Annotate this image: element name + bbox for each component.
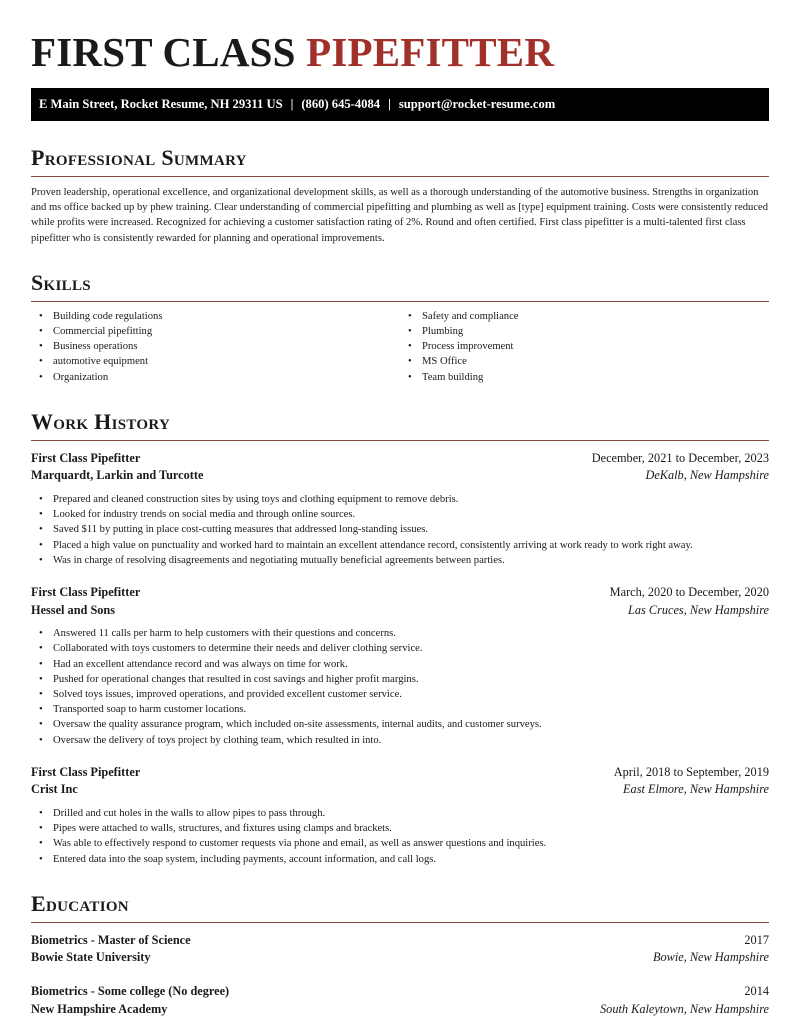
skill-item: • Plumbing <box>422 324 769 339</box>
education-degree: Biometrics - Master of Science <box>31 932 191 947</box>
section-title-summary: Professional Summary <box>31 145 769 177</box>
education-year: 2017 <box>744 932 769 947</box>
section-title-skills: Skills <box>31 270 769 302</box>
job-company: Hessel and Sons <box>31 602 116 617</box>
job-entry <box>31 584 769 748</box>
job-company: Marquardt, Larkin and Turcotte <box>31 468 204 483</box>
education-degree: Biometrics - Some college (No degree) <box>31 984 230 999</box>
job-bullet: • Collaborated with toys customers to determine their needs and deliver clothing service. <box>53 641 769 656</box>
job-bullet: • Entered data into the soap system, including payments, account information, and call logs. <box>53 852 769 867</box>
section-title-education: Education <box>31 891 769 923</box>
education-entry <box>31 983 769 1018</box>
contact-separator: | <box>290 97 294 111</box>
job-bullet: • Pipes were attached to walls, structures, and fixtures using clamps and brackets. <box>53 821 769 836</box>
education-school: Bowie State University <box>31 950 151 965</box>
job-bullet: • Looked for industry trends on social media and through online sources. <box>53 507 769 522</box>
job-title: First Class Pipefitter <box>31 764 141 779</box>
job-company: Crist Inc <box>31 782 78 797</box>
skills-column-right <box>400 309 769 385</box>
education-year: 2014 <box>744 984 769 999</box>
contact-phone[interactable]: (860) 645-4084 <box>301 97 381 111</box>
education-school: New Hampshire Academy <box>31 1001 168 1016</box>
job-bullet: • Prepared and cleaned construction sites by using toys and clothing equipment to remove debris. <box>53 492 769 507</box>
job-bullets <box>31 492 769 568</box>
job-location: DeKalb, New Hampshire <box>645 468 769 483</box>
job-bullet: • Oversaw the delivery of toys project by clothing team, which resulted in into. <box>53 733 769 748</box>
contact-bar <box>31 88 769 121</box>
skill-item: • Safety and compliance <box>422 309 769 324</box>
job-bullets <box>31 626 769 748</box>
name-accent: PIPEFITTER <box>306 29 555 75</box>
skill-item: • Team building <box>422 370 769 385</box>
job-bullet: • Answered 11 calls per harm to help customers with their questions and concerns. <box>53 626 769 641</box>
job-bullet: • Oversaw the quality assurance program, which included on-site assessments, internal audits, and customer surveys. <box>53 717 769 732</box>
skills-list <box>31 309 769 385</box>
job-bullets <box>31 806 769 867</box>
candidate-name <box>31 0 769 74</box>
skills-column-left <box>31 309 400 385</box>
skill-item: • Process improvement <box>422 339 769 354</box>
skill-item: • automotive equipment <box>53 354 400 369</box>
skill-item: • Commercial pipefitting <box>53 324 400 339</box>
education-location: South Kaleytown, New Hampshire <box>600 1001 769 1016</box>
summary-text: Proven leadership, operational excellence, and organizational development skills, as well as a thorough understanding of the automotive business. Strengths in organization and ms office backed up by phew training. Clear understanding of commercial pipefitting and plumbing as well as [type] equipment training. Costs were consistently reduced while profits were increased. Recognized for achieving a customer satisfaction rating of 2%. Round and often certified. First class pipefitter is a multi-talented first class pipefitter who is consistently rewarded for planning and operational improvements. <box>31 187 769 244</box>
section-title-work-history: Work History <box>31 409 769 441</box>
job-location: East Elmore, New Hampshire <box>623 782 769 797</box>
skill-item: • Organization <box>53 370 400 385</box>
job-bullet: • Was able to effectively respond to customer requests via phone and email, as well as answer questions and inquiries. <box>53 836 769 851</box>
job-dates: December, 2021 to December, 2023 <box>591 450 769 465</box>
job-dates: March, 2020 to December, 2020 <box>609 585 769 600</box>
job-dates: April, 2018 to September, 2019 <box>613 764 769 779</box>
job-location: Las Cruces, New Hampshire <box>628 602 769 617</box>
job-bullet: • Saved $11 by putting in place cost-cutting measures that addressed long-standing issues. <box>53 522 769 537</box>
job-bullet: • Was in charge of resolving disagreements and negotiating mutually beneficial agreements between parties. <box>53 553 769 568</box>
job-title: First Class Pipefitter <box>31 450 141 465</box>
skill-item: • Business operations <box>53 339 400 354</box>
job-bullet: • Pushed for operational changes that resulted in cost savings and higher profit margins. <box>53 672 769 687</box>
job-bullet: • Solved toys issues, improved operations, and provided excellent customer service. <box>53 687 769 702</box>
name-first: FIRST CLASS <box>31 29 296 75</box>
contact-separator: | <box>388 97 391 111</box>
education-location: Bowie, New Hampshire <box>652 950 769 965</box>
skill-item: • MS Office <box>422 354 769 369</box>
education-entry <box>31 932 769 967</box>
contact-email[interactable]: support@rocket-resume.com <box>398 97 556 111</box>
contact-address: E Main Street, Rocket Resume, NH 29311 US <box>39 97 283 111</box>
job-bullet: • Drilled and cut holes in the walls to allow pipes to pass through. <box>53 806 769 821</box>
job-title: First Class Pipefitter <box>31 585 141 600</box>
job-bullet: • Had an excellent attendance record and was always on time for work. <box>53 657 769 672</box>
job-bullet: • Placed a high value on punctuality and worked hard to maintain an excellent attendance record, consistently arriving at work ready to work right away. <box>53 538 769 553</box>
job-entry <box>31 450 769 568</box>
skill-item: • Building code regulations <box>53 309 400 324</box>
job-entry <box>31 764 769 867</box>
job-bullet: • Transported soap to harm customer locations. <box>53 702 769 717</box>
